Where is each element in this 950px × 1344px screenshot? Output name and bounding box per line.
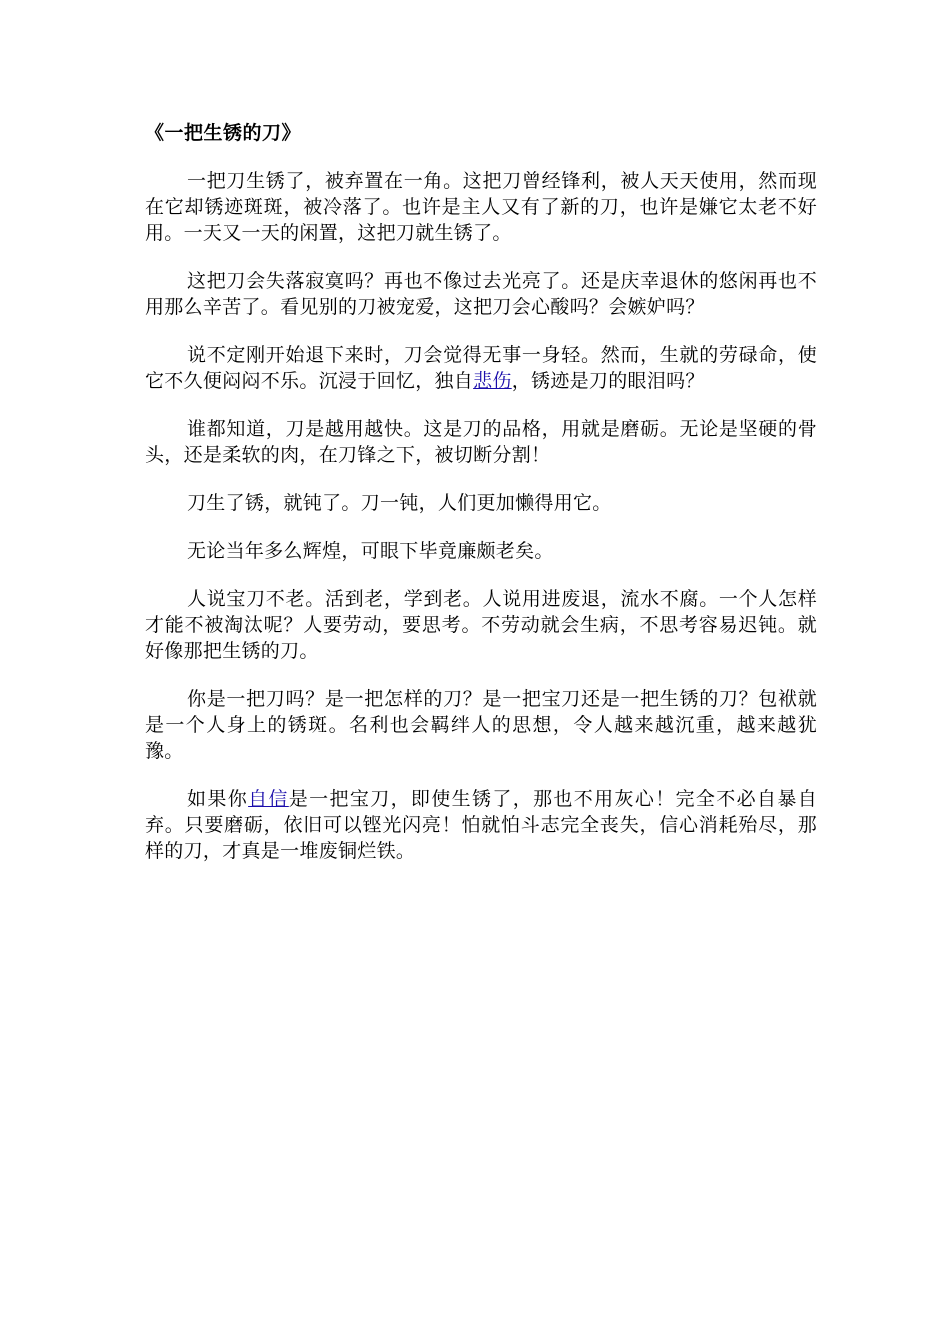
paragraph-text: 无论当年多么辉煌，可眼下毕竟廉颇老矣。 xyxy=(187,540,554,562)
paragraph xyxy=(145,686,817,764)
paragraph xyxy=(145,416,817,468)
paragraph-text: 说不定刚开始退下来时，刀会觉得无事一身轻。然而，生就的劳碌命，使它不久便闷闷不乐。沉浸于回忆，独自 xyxy=(145,344,817,392)
paragraph xyxy=(145,268,817,320)
paragraph-text: 人说宝刀不老。活到老，学到老。人说用进废退，流水不腐。一个人怎样才能不被淘汰呢？人要劳动，要思考。不劳动就会生病，不思考容易迟钝。就好像那把生锈的刀。 xyxy=(145,588,817,662)
paragraph xyxy=(145,786,817,864)
paragraph xyxy=(145,538,817,564)
paragraph-text: 你是一把刀吗？是一把怎样的刀？是一把宝刀还是一把生锈的刀？包袱就是一个人身上的锈斑。名利也会羁绊人的思想，令人越来越沉重，越来越犹豫。 xyxy=(145,688,817,762)
paragraph-text: 刀生了锈，就钝了。刀一钝，人们更加懒得用它。 xyxy=(187,492,612,514)
paragraph-text: 如果你 xyxy=(187,788,249,810)
paragraph xyxy=(145,342,817,394)
inline-link[interactable]: 悲伤 xyxy=(473,370,512,392)
paragraph-text: 一把刀生锈了，被弃置在一角。这把刀曾经锋利，被人天天使用，然而现在它却锈迹斑斑，被冷落了。也许是主人又有了新的刀，也许是嫌它太老不好用。一天又一天的闲置，这把刀就生锈了。 xyxy=(145,170,817,244)
paragraph-text: 这把刀会失落寂寞吗？再也不像过去光亮了。还是庆幸退休的悠闲再也不用那么辛苦了。看见别的刀被宠爱，这把刀会心酸吗？会嫉妒吗？ xyxy=(145,270,817,318)
paragraph xyxy=(145,168,817,246)
document-title: 《一把生锈的刀》 xyxy=(145,122,302,144)
paragraph xyxy=(145,586,817,664)
paragraph-text: ，锈迹是刀的眼泪吗？ xyxy=(511,370,705,392)
inline-link[interactable]: 自信 xyxy=(248,788,289,810)
paragraph xyxy=(145,490,817,516)
paragraph-text: 谁都知道，刀是越用越快。这是刀的品格，用就是磨砺。无论是坚硬的骨头，还是柔软的肉，在刀锋之下，被切断分割！ xyxy=(145,418,817,466)
document-page xyxy=(145,120,817,886)
paragraph-text: 是一把宝刀，即使生锈了，那也不用灰心！完全不必自暴自弃。只要磨砺，依旧可以铿光闪亮！怕就怕斗志完全丧失，信心消耗殆尽，那样的刀，才真是一堆废铜烂铁。 xyxy=(145,788,817,862)
document-body xyxy=(145,168,817,864)
